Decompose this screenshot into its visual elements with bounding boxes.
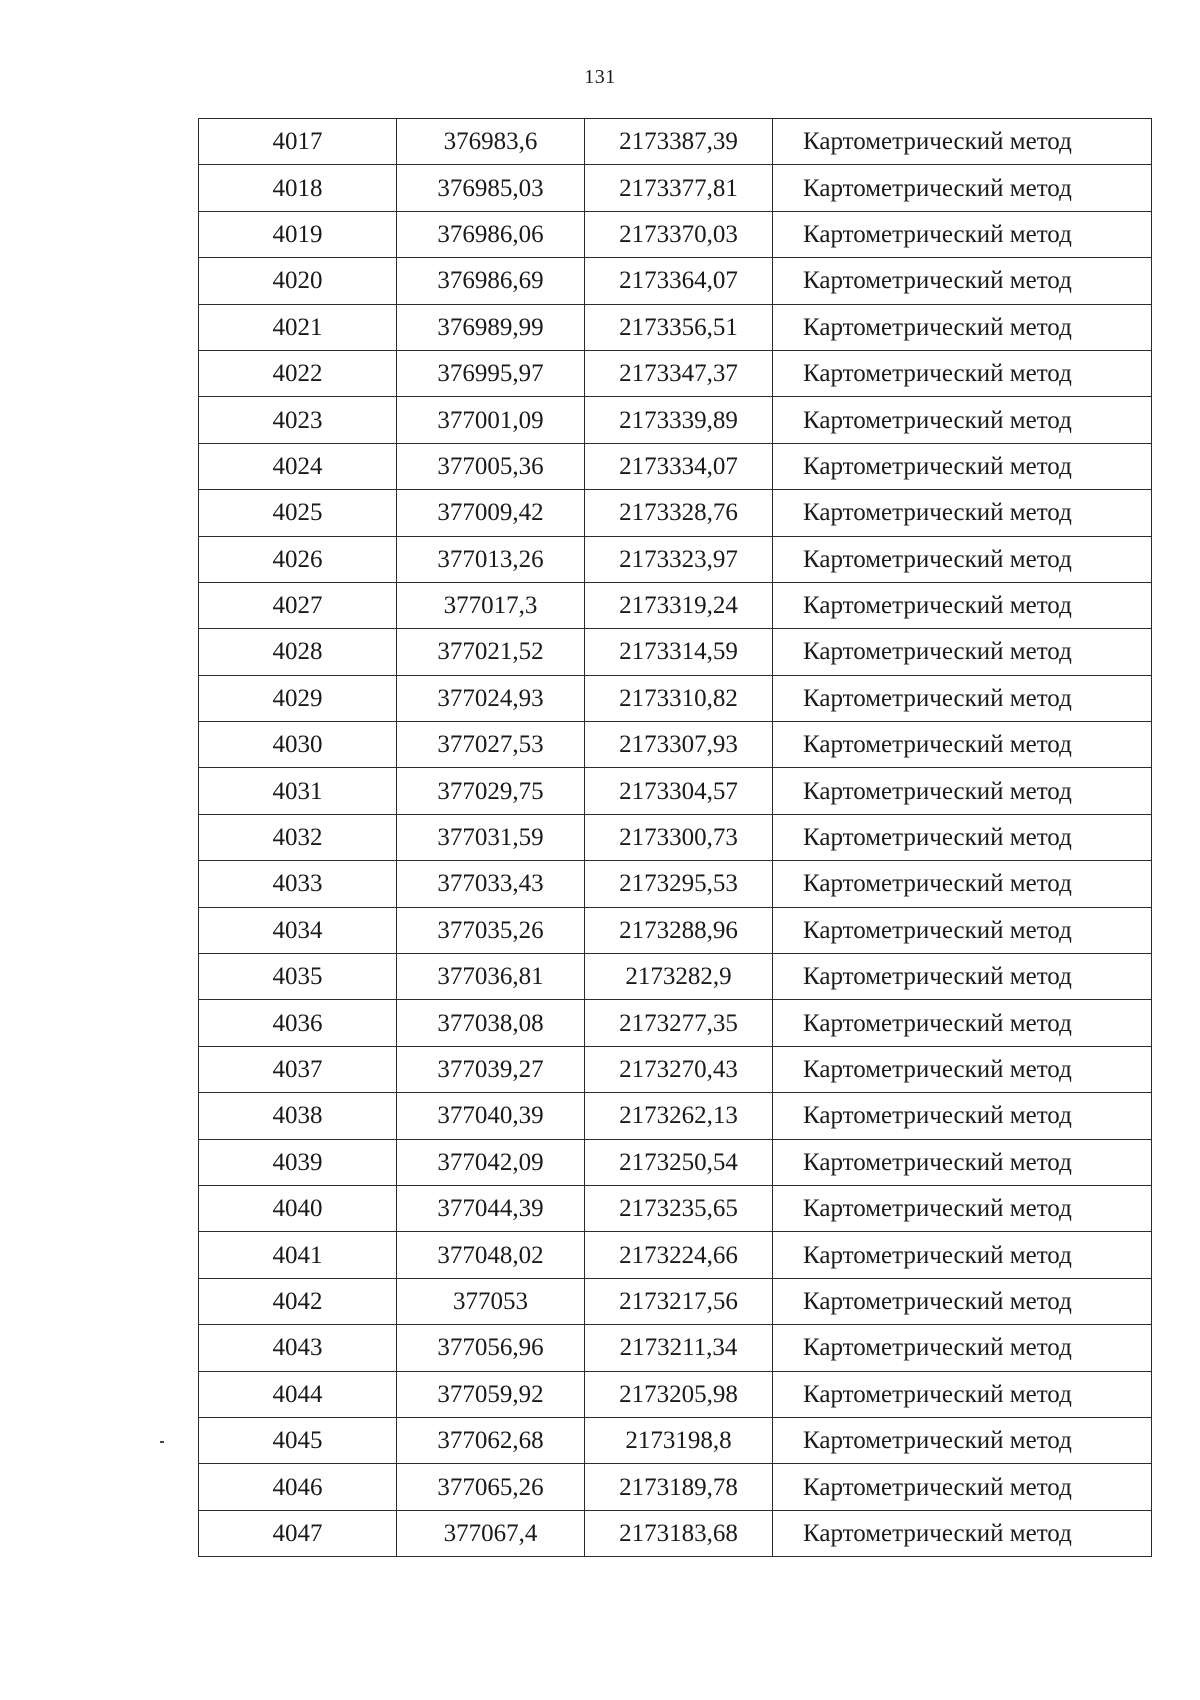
y-coordinate-cell: 2173211,34 xyxy=(585,1325,773,1371)
method-cell: Картометрический метод xyxy=(773,629,1152,675)
table-row xyxy=(199,1325,1152,1371)
x-coordinate-cell: 377013,26 xyxy=(397,536,585,582)
point-number-cell: 4021 xyxy=(199,304,397,350)
y-coordinate-cell: 2173183,68 xyxy=(585,1510,773,1556)
y-coordinate-cell: 2173356,51 xyxy=(585,304,773,350)
table-row xyxy=(199,119,1152,165)
table-row xyxy=(199,490,1152,536)
y-coordinate-cell: 2173235,65 xyxy=(585,1185,773,1231)
table-row xyxy=(199,443,1152,489)
point-number-cell: 4044 xyxy=(199,1371,397,1417)
point-number-cell: 4019 xyxy=(199,211,397,257)
x-coordinate-cell: 377065,26 xyxy=(397,1464,585,1510)
table-row xyxy=(199,258,1152,304)
x-coordinate-cell: 377024,93 xyxy=(397,675,585,721)
x-coordinate-cell: 377067,4 xyxy=(397,1510,585,1556)
y-coordinate-cell: 2173347,37 xyxy=(585,350,773,396)
method-cell: Картометрический метод xyxy=(773,954,1152,1000)
point-number-cell: 4043 xyxy=(199,1325,397,1371)
method-cell: Картометрический метод xyxy=(773,397,1152,443)
method-cell: Картометрический метод xyxy=(773,768,1152,814)
x-coordinate-cell: 377048,02 xyxy=(397,1232,585,1278)
x-coordinate-cell: 377038,08 xyxy=(397,1000,585,1046)
table-row xyxy=(199,1464,1152,1510)
x-coordinate-cell: 377042,09 xyxy=(397,1139,585,1185)
x-coordinate-cell: 377062,68 xyxy=(397,1417,585,1463)
point-number-cell: 4028 xyxy=(199,629,397,675)
table-row xyxy=(199,350,1152,396)
point-number-cell: 4023 xyxy=(199,397,397,443)
table-row xyxy=(199,582,1152,628)
point-number-cell: 4030 xyxy=(199,722,397,768)
point-number-cell: 4027 xyxy=(199,582,397,628)
y-coordinate-cell: 2173217,56 xyxy=(585,1278,773,1324)
point-number-cell: 4022 xyxy=(199,350,397,396)
y-coordinate-cell: 2173295,53 xyxy=(585,861,773,907)
x-coordinate-cell: 377031,59 xyxy=(397,814,585,860)
x-coordinate-cell: 376989,99 xyxy=(397,304,585,350)
table-row xyxy=(199,954,1152,1000)
point-number-cell: 4037 xyxy=(199,1046,397,1092)
y-coordinate-cell: 2173377,81 xyxy=(585,165,773,211)
point-number-cell: 4047 xyxy=(199,1510,397,1556)
x-coordinate-cell: 377035,26 xyxy=(397,907,585,953)
table-row xyxy=(199,629,1152,675)
scan-speck xyxy=(160,1441,164,1443)
method-cell: Картометрический метод xyxy=(773,1232,1152,1278)
x-coordinate-cell: 377036,81 xyxy=(397,954,585,1000)
point-number-cell: 4040 xyxy=(199,1185,397,1231)
table-row xyxy=(199,861,1152,907)
table-row xyxy=(199,536,1152,582)
x-coordinate-cell: 377039,27 xyxy=(397,1046,585,1092)
point-number-cell: 4035 xyxy=(199,954,397,1000)
method-cell: Картометрический метод xyxy=(773,1464,1152,1510)
method-cell: Картометрический метод xyxy=(773,350,1152,396)
table-row xyxy=(199,768,1152,814)
x-coordinate-cell: 376985,03 xyxy=(397,165,585,211)
point-number-cell: 4045 xyxy=(199,1417,397,1463)
x-coordinate-cell: 377017,3 xyxy=(397,582,585,628)
point-number-cell: 4038 xyxy=(199,1093,397,1139)
x-coordinate-cell: 377021,52 xyxy=(397,629,585,675)
point-number-cell: 4041 xyxy=(199,1232,397,1278)
method-cell: Картометрический метод xyxy=(773,443,1152,489)
x-coordinate-cell: 377033,43 xyxy=(397,861,585,907)
point-number-cell: 4032 xyxy=(199,814,397,860)
y-coordinate-cell: 2173198,8 xyxy=(585,1417,773,1463)
method-cell: Картометрический метод xyxy=(773,119,1152,165)
method-cell: Картометрический метод xyxy=(773,675,1152,721)
y-coordinate-cell: 2173205,98 xyxy=(585,1371,773,1417)
point-number-cell: 4033 xyxy=(199,861,397,907)
table-row xyxy=(199,1000,1152,1046)
method-cell: Картометрический метод xyxy=(773,1046,1152,1092)
table-row xyxy=(199,1046,1152,1092)
x-coordinate-cell: 377053 xyxy=(397,1278,585,1324)
table-row xyxy=(199,1139,1152,1185)
table-row xyxy=(199,165,1152,211)
x-coordinate-cell: 377056,96 xyxy=(397,1325,585,1371)
table-row xyxy=(199,1232,1152,1278)
point-number-cell: 4029 xyxy=(199,675,397,721)
table-row xyxy=(199,211,1152,257)
point-number-cell: 4039 xyxy=(199,1139,397,1185)
point-number-cell: 4036 xyxy=(199,1000,397,1046)
method-cell: Картометрический метод xyxy=(773,258,1152,304)
method-cell: Картометрический метод xyxy=(773,211,1152,257)
method-cell: Картометрический метод xyxy=(773,1510,1152,1556)
y-coordinate-cell: 2173314,59 xyxy=(585,629,773,675)
x-coordinate-cell: 377027,53 xyxy=(397,722,585,768)
table-row xyxy=(199,1093,1152,1139)
method-cell: Картометрический метод xyxy=(773,722,1152,768)
point-number-cell: 4026 xyxy=(199,536,397,582)
table-row xyxy=(199,675,1152,721)
x-coordinate-cell: 376986,06 xyxy=(397,211,585,257)
y-coordinate-cell: 2173304,57 xyxy=(585,768,773,814)
table-row xyxy=(199,1185,1152,1231)
x-coordinate-cell: 377029,75 xyxy=(397,768,585,814)
x-coordinate-cell: 377009,42 xyxy=(397,490,585,536)
page-number: 131 xyxy=(584,66,616,88)
method-cell: Картометрический метод xyxy=(773,1185,1152,1231)
method-cell: Картометрический метод xyxy=(773,490,1152,536)
x-coordinate-cell: 377005,36 xyxy=(397,443,585,489)
method-cell: Картометрический метод xyxy=(773,1417,1152,1463)
method-cell: Картометрический метод xyxy=(773,536,1152,582)
point-number-cell: 4018 xyxy=(199,165,397,211)
point-number-cell: 4025 xyxy=(199,490,397,536)
y-coordinate-cell: 2173189,78 xyxy=(585,1464,773,1510)
x-coordinate-cell: 377059,92 xyxy=(397,1371,585,1417)
coordinates-table xyxy=(198,118,1152,1557)
table-row xyxy=(199,397,1152,443)
point-number-cell: 4017 xyxy=(199,119,397,165)
point-number-cell: 4046 xyxy=(199,1464,397,1510)
method-cell: Картометрический метод xyxy=(773,1139,1152,1185)
y-coordinate-cell: 2173282,9 xyxy=(585,954,773,1000)
method-cell: Картометрический метод xyxy=(773,814,1152,860)
y-coordinate-cell: 2173310,82 xyxy=(585,675,773,721)
y-coordinate-cell: 2173319,24 xyxy=(585,582,773,628)
x-coordinate-cell: 376995,97 xyxy=(397,350,585,396)
table-row xyxy=(199,1278,1152,1324)
table-row xyxy=(199,907,1152,953)
coordinates-table-body xyxy=(199,119,1152,1557)
point-number-cell: 4024 xyxy=(199,443,397,489)
y-coordinate-cell: 2173300,73 xyxy=(585,814,773,860)
y-coordinate-cell: 2173334,07 xyxy=(585,443,773,489)
y-coordinate-cell: 2173364,07 xyxy=(585,258,773,304)
y-coordinate-cell: 2173323,97 xyxy=(585,536,773,582)
table-row xyxy=(199,814,1152,860)
table-row xyxy=(199,1371,1152,1417)
table-row xyxy=(199,1417,1152,1463)
method-cell: Картометрический метод xyxy=(773,1278,1152,1324)
x-coordinate-cell: 377044,39 xyxy=(397,1185,585,1231)
x-coordinate-cell: 376983,6 xyxy=(397,119,585,165)
y-coordinate-cell: 2173262,13 xyxy=(585,1093,773,1139)
y-coordinate-cell: 2173307,93 xyxy=(585,722,773,768)
table-row xyxy=(199,722,1152,768)
y-coordinate-cell: 2173387,39 xyxy=(585,119,773,165)
point-number-cell: 4020 xyxy=(199,258,397,304)
method-cell: Картометрический метод xyxy=(773,861,1152,907)
method-cell: Картометрический метод xyxy=(773,1093,1152,1139)
table-row xyxy=(199,304,1152,350)
point-number-cell: 4034 xyxy=(199,907,397,953)
y-coordinate-cell: 2173288,96 xyxy=(585,907,773,953)
x-coordinate-cell: 377001,09 xyxy=(397,397,585,443)
y-coordinate-cell: 2173328,76 xyxy=(585,490,773,536)
method-cell: Картометрический метод xyxy=(773,1000,1152,1046)
x-coordinate-cell: 376986,69 xyxy=(397,258,585,304)
y-coordinate-cell: 2173224,66 xyxy=(585,1232,773,1278)
method-cell: Картометрический метод xyxy=(773,907,1152,953)
method-cell: Картометрический метод xyxy=(773,582,1152,628)
y-coordinate-cell: 2173270,43 xyxy=(585,1046,773,1092)
method-cell: Картометрический метод xyxy=(773,1325,1152,1371)
point-number-cell: 4031 xyxy=(199,768,397,814)
y-coordinate-cell: 2173339,89 xyxy=(585,397,773,443)
method-cell: Картометрический метод xyxy=(773,1371,1152,1417)
method-cell: Картометрический метод xyxy=(773,165,1152,211)
point-number-cell: 4042 xyxy=(199,1278,397,1324)
method-cell: Картометрический метод xyxy=(773,304,1152,350)
y-coordinate-cell: 2173277,35 xyxy=(585,1000,773,1046)
x-coordinate-cell: 377040,39 xyxy=(397,1093,585,1139)
y-coordinate-cell: 2173370,03 xyxy=(585,211,773,257)
table-row xyxy=(199,1510,1152,1556)
y-coordinate-cell: 2173250,54 xyxy=(585,1139,773,1185)
